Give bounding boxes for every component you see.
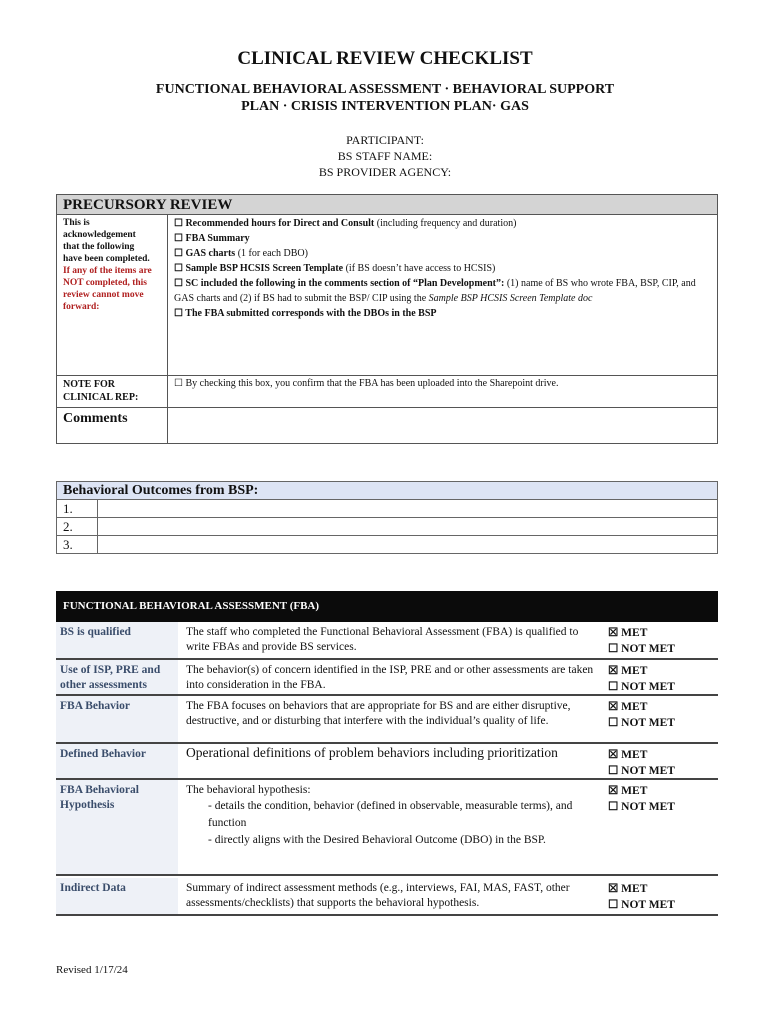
met-options: [608, 747, 675, 779]
column-divider: [97, 499, 98, 553]
behavioral-outcomes-heading: Behavioral Outcomes from BSP:: [57, 482, 717, 500]
ack-warning-line: NOT completed, this: [63, 278, 148, 288]
subtitle-line-1: FUNCTIONAL BEHAVIORAL ASSESSMENT · BEHAVIORAL SUPPORT: [155, 82, 615, 97]
not-met-checkbox[interactable]: ☐ NOT MET: [608, 643, 675, 655]
fba-row-label: Use of ISP, PRE and other assessments: [56, 660, 178, 694]
participant-label: PARTICIPANT:: [346, 133, 424, 147]
fba-row-defined-behavior: [56, 744, 718, 780]
met-options: [608, 783, 675, 815]
sharepoint-confirm-checkbox[interactable]: ☐ By checking this box, you confirm that the FBA has been uploaded into the Sharepoint drive.: [174, 378, 559, 389]
outcome-number: 3.: [63, 537, 73, 552]
page-title: CLINICAL REVIEW CHECKLIST: [237, 48, 533, 69]
checklist-item-bsp-template[interactable]: ☐ Sample BSP HCSIS Screen Template (if BS doesn’t have access to HCSIS): [174, 263, 496, 274]
met-checkbox[interactable]: ☒ MET: [608, 785, 648, 797]
checklist-item-fba-dbo[interactable]: ☐ The FBA submitted corresponds with the DBOs in the BSP: [174, 308, 437, 319]
not-met-checkbox[interactable]: ☐ NOT MET: [608, 717, 675, 729]
not-met-checkbox[interactable]: ☐ NOT MET: [608, 899, 675, 911]
ack-warning-line: forward:: [63, 302, 100, 312]
met-options: [608, 881, 675, 913]
fba-row-text: The FBA focuses on behaviors that are appropriate for BS and are either disruptive, destructive, and or disturbing that interfere with the individual’s quality of life.: [186, 700, 571, 727]
fba-row-label: Defined Behavior: [56, 744, 178, 778]
precursory-review-table: [56, 194, 718, 444]
checklist-item-gas-charts[interactable]: ☐ GAS charts (1 for each DBO): [174, 248, 308, 259]
fba-row-label: BS is qualified: [56, 622, 178, 658]
fba-row-text: Operational definitions of problem behaviors including prioritization: [186, 745, 558, 760]
ack-warning-line: review cannot move: [63, 290, 144, 300]
met-checkbox[interactable]: ☒ MET: [608, 701, 648, 713]
page-subtitle: [0, 81, 770, 115]
provider-agency-label: BS PROVIDER AGENCY:: [318, 165, 452, 179]
hypothesis-bullet: - details the condition, behavior (defined in observable, measurable terms), and function: [208, 800, 573, 829]
outcome-number: 1.: [63, 501, 73, 516]
met-options: [608, 699, 675, 731]
row-divider: [57, 407, 717, 408]
note-label-line: NOTE FOR: [63, 379, 115, 390]
row-divider: [57, 375, 717, 376]
met-checkbox[interactable]: ☒ MET: [608, 749, 648, 761]
fba-row-hypothesis: [56, 780, 718, 876]
ack-line: This is: [63, 218, 90, 228]
hypothesis-bullet: - directly aligns with the Desired Behavioral Outcome (DBO) in the BSP.: [208, 834, 546, 846]
checklist-item-hours[interactable]: ☐ Recommended hours for Direct and Consult (including frequency and duration): [174, 218, 517, 229]
precursory-checklist: [174, 216, 709, 321]
column-divider: [167, 214, 168, 443]
staff-name-label: BS STAFF NAME:: [337, 149, 433, 163]
hypothesis-intro: The behavioral hypothesis:: [186, 784, 311, 796]
fba-row-indirect-data: [56, 878, 718, 916]
checklist-item-sc-comments[interactable]: ☐ SC included the following in the comments section of “Plan Development”: (1) name of BS who wrote FBA, BSP, CIP, and GAS charts and (2) if BS had to submit the BSP/ CIP using the Sample BSP HCSIS Screen Template doc: [174, 278, 696, 304]
fba-row-label: Indirect Data: [56, 878, 178, 914]
outcome-row[interactable]: [57, 500, 717, 518]
fba-row-text: The behavior(s) of concern identified in the ISP, PRE and or other assessments are taken into consideration in the FBA.: [186, 664, 594, 691]
acknowledgement-text: [63, 217, 163, 313]
met-options: [608, 663, 675, 695]
fba-row-isp-pre: [56, 660, 718, 696]
ack-line: have been completed.: [63, 254, 150, 264]
not-met-checkbox[interactable]: ☐ NOT MET: [608, 765, 675, 777]
met-checkbox[interactable]: ☒ MET: [608, 627, 648, 639]
fba-row-label: FBA Behavior: [56, 696, 178, 742]
ack-line: acknowledgement: [63, 230, 136, 240]
fba-row-bs-qualified: [56, 622, 718, 660]
not-met-checkbox[interactable]: ☐ NOT MET: [608, 681, 675, 693]
fba-row-text: Summary of indirect assessment methods (e.g., interviews, FAI, MAS, FAST, other assessments/checklists) that supports the behavioral hypothesis.: [186, 882, 570, 909]
fba-row-label: FBA Behavioral Hypothesis: [56, 780, 178, 874]
not-met-checkbox[interactable]: ☐ NOT MET: [608, 801, 675, 813]
outcome-number: 2.: [63, 519, 73, 534]
outcome-row[interactable]: [57, 536, 717, 554]
subtitle-line-2: PLAN · CRISIS INTERVENTION PLAN· GAS: [241, 99, 529, 114]
note-for-clinical-rep-label: [63, 378, 163, 404]
met-checkbox[interactable]: ☒ MET: [608, 883, 648, 895]
comments-label: Comments: [63, 411, 128, 426]
note-label-line: CLINICAL REP:: [63, 392, 139, 403]
ack-warning-line: If any of the items are: [63, 266, 152, 276]
fba-section-heading: FUNCTIONAL BEHAVIORAL ASSESSMENT (FBA): [56, 591, 718, 622]
fba-row-text: [186, 783, 596, 849]
outcome-row[interactable]: [57, 518, 717, 536]
checklist-item-fba-summary[interactable]: ☐ FBA Summary: [174, 233, 250, 244]
precursory-review-heading: PRECURSORY REVIEW: [57, 195, 717, 215]
revision-date: Revised 1/17/24: [56, 964, 128, 976]
met-checkbox[interactable]: ☒ MET: [608, 665, 648, 677]
fba-row-text: The staff who completed the Functional Behavioral Assessment (FBA) is qualified to write FBAs and provide BS services.: [186, 626, 579, 653]
ack-line: that the following: [63, 242, 135, 252]
met-options: [608, 625, 675, 657]
fba-row-behavior: [56, 696, 718, 744]
behavioral-outcomes-table: [56, 481, 718, 554]
